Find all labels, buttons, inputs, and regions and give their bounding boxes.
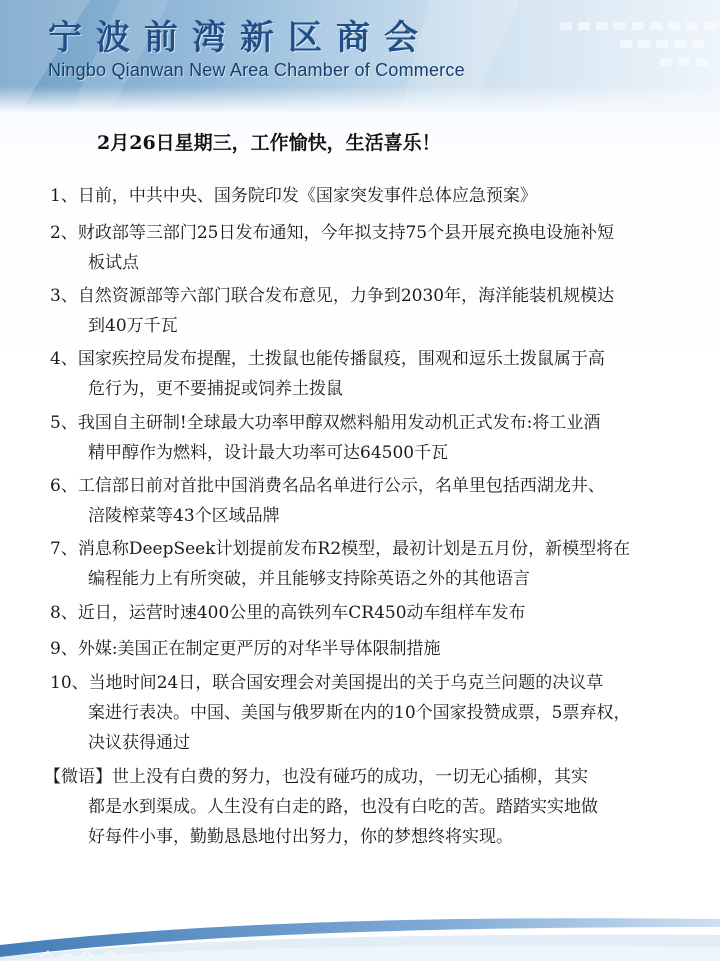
news-item-1	[50, 181, 680, 211]
footer-wave-decoration	[0, 905, 720, 961]
news-item-text: 国家疾控局发布提醒，土拨鼠也能传播鼠疫，围观和逗乐土拨鼠属于高	[77, 349, 605, 369]
news-item-number: 1、	[50, 186, 78, 206]
motto-text-continued: 都是水到渠成。人生没有白走的路，也没有白吃的苦。踏踏实实地做	[88, 797, 598, 817]
news-item-text: 消息称DeepSeek计划提前发布R2模型，最初计划是五月份，新模型将在	[77, 539, 631, 559]
news-item-5	[50, 408, 680, 468]
news-item-text-continued: 编程能力上有所突破，并且能够支持除英语之外的其他语言	[88, 569, 530, 589]
news-item-8	[50, 598, 680, 628]
news-item-text: 我国自主研制!全球最大功率甲醇双燃料船用发动机正式发布:将工业酒	[77, 413, 601, 433]
motto-text-continued: 好每件小事，勤勤恳恳地付出努力，你的梦想终将实现。	[88, 827, 513, 847]
news-item-3	[50, 281, 680, 341]
news-item-number: 8、	[50, 603, 78, 623]
news-item-text-continued: 危行为，更不要捕捉或饲养土拨鼠	[88, 379, 343, 399]
news-item-text-continued: 板试点	[88, 253, 139, 273]
news-item-number: 7、	[50, 539, 78, 559]
news-item-number: 2、	[50, 223, 78, 243]
news-item-text: 当地时间24日，联合国安理会对美国提出的关于乌克兰问题的决议草	[88, 673, 604, 693]
page-title: 2月26日星期三，工作愉快，生活喜乐！	[97, 132, 441, 154]
news-item-number: 9、	[50, 639, 78, 659]
news-item-number: 4、	[50, 349, 78, 369]
news-item-text-continued: 精甲醇作为燃料，设计最大功率可达64500千瓦	[88, 443, 449, 463]
news-item-text-continued: 到40万千瓦	[88, 316, 178, 336]
news-item-text: 财政部等三部门25日发布通知，今年拟支持75个县开展充换电设施补短	[77, 223, 615, 243]
news-item-9	[50, 634, 680, 664]
news-item-2	[50, 218, 680, 278]
news-item-text: 自然资源部等六部门联合发布意见，力争到2030年，海洋能装机规模达	[77, 286, 615, 306]
news-item-text-continued: 决议获得通过	[88, 733, 190, 753]
news-item-6	[50, 471, 680, 531]
org-name-chinese: 宁波前湾新区商会	[48, 18, 432, 58]
news-item-text: 近日，运营时速400公里的高铁列车CR450动车组样车发布	[77, 603, 526, 623]
news-item-number: 5、	[50, 413, 78, 433]
news-item-number: 3、	[50, 286, 78, 306]
news-item-7	[50, 534, 680, 594]
news-item-number: 6、	[50, 476, 78, 496]
news-item-text: 日前，中共中央、国务院印发《国家突发事件总体应急预案》	[77, 186, 537, 206]
news-item-text: 工信部日前对首批中国消费名品名单进行公示，名单里包括西湖龙井、	[77, 476, 605, 496]
header-banner	[0, 0, 720, 112]
motto-text: 世上没有白费的努力，也没有碰巧的成功，一切无心插柳，其实	[112, 767, 588, 787]
news-item-10	[50, 668, 680, 758]
news-item-4	[50, 344, 680, 404]
news-item-text-continued: 涪陵榨菜等43个区域品牌	[88, 506, 280, 526]
news-item-number: 10、	[50, 673, 89, 693]
news-item-text-continued: 案进行表决。中国、美国与俄罗斯在内的10个国家投赞成票，5票弃权，	[88, 703, 631, 723]
motto-label: 【微语】	[44, 767, 112, 787]
footer-wave	[0, 905, 720, 961]
motto-quote	[44, 762, 674, 852]
news-item-text: 外媒:美国正在制定更严厉的对华半导体限制措施	[77, 639, 441, 659]
org-name-english: Ningbo Qianwan New Area Chamber of Commerce	[48, 60, 465, 80]
